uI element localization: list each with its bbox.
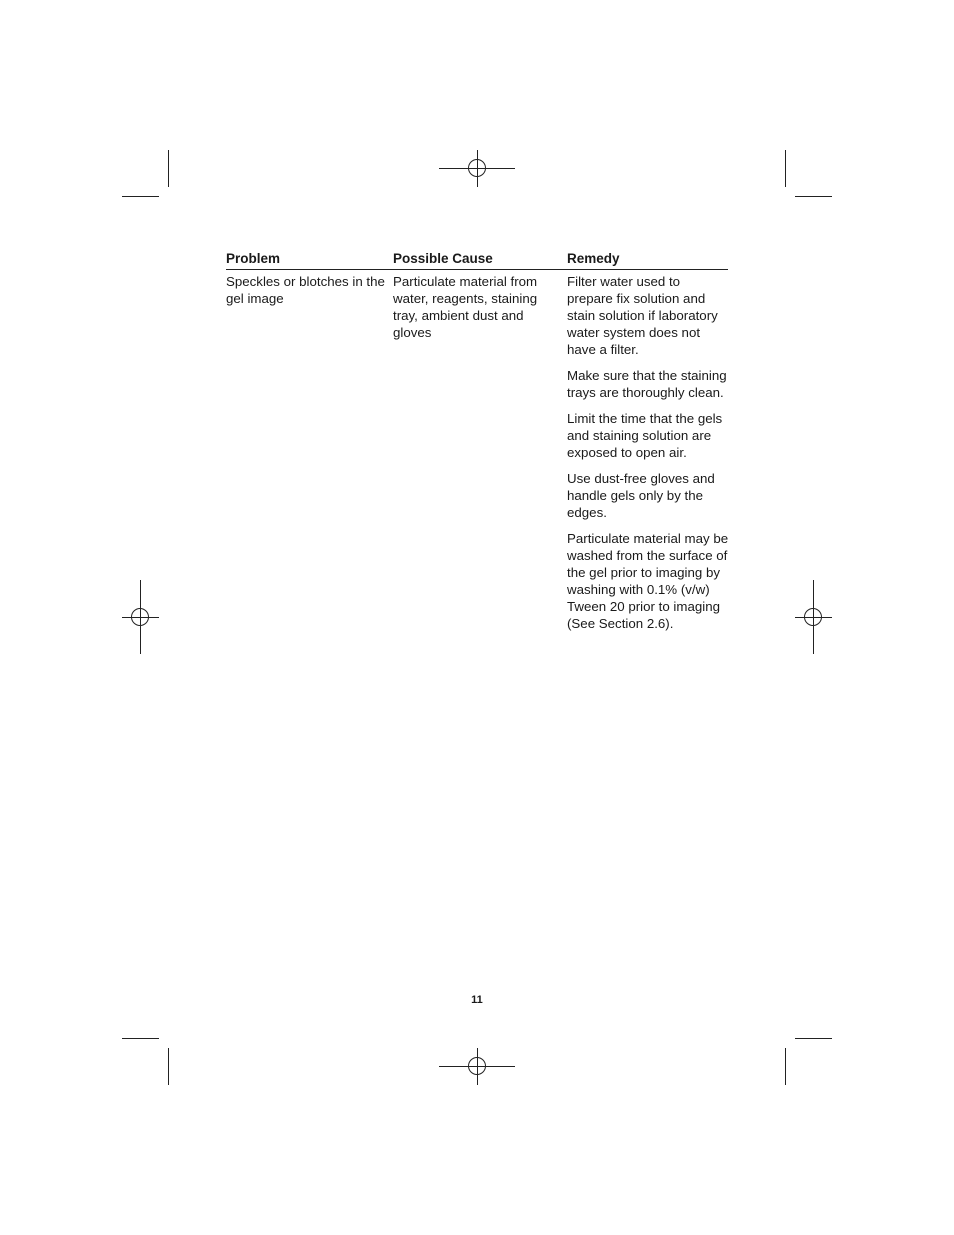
remedy-cell <box>567 273 729 641</box>
crop-mark <box>795 1038 832 1039</box>
header-possible-cause: Possible Cause <box>393 251 493 266</box>
cause-cell: Particulate material from water, reagents, staining tray, ambient dust and gloves <box>393 274 538 340</box>
page-number: 11 <box>471 994 483 1006</box>
registration-circle-icon <box>804 608 822 626</box>
crop-mark <box>122 1038 159 1039</box>
troubleshooting-table <box>226 250 729 631</box>
remedy-item: Use dust-free gloves and handle gels only by the edges. <box>567 471 715 520</box>
crop-mark <box>168 1048 169 1085</box>
crop-mark <box>795 196 832 197</box>
remedy-item: Filter water used to prepare fix solution and stain solution if laboratory water system does not have a filter. <box>567 274 718 357</box>
registration-circle-icon <box>468 159 486 177</box>
remedy-item: Particulate material may be washed from the surface of the gel prior to imaging by washing with 0.1% (v/w) Tween 20 prior to imaging (See Section 2.6). <box>567 531 729 631</box>
registration-circle-icon <box>131 608 149 626</box>
remedy-item: Limit the time that the gels and staining solution are exposed to open air. <box>567 411 723 460</box>
crop-mark <box>168 150 169 187</box>
header-problem: Problem <box>226 251 281 266</box>
crop-mark <box>785 150 786 187</box>
crop-mark <box>785 1048 786 1085</box>
header-remedy: Remedy <box>567 251 620 266</box>
crop-mark <box>122 196 159 197</box>
problem-cell: Speckles or blotches in the gel image <box>226 274 385 306</box>
registration-circle-icon <box>468 1057 486 1075</box>
table-header-row <box>226 250 728 270</box>
remedy-item: Make sure that the staining trays are thoroughly clean. <box>567 368 727 400</box>
